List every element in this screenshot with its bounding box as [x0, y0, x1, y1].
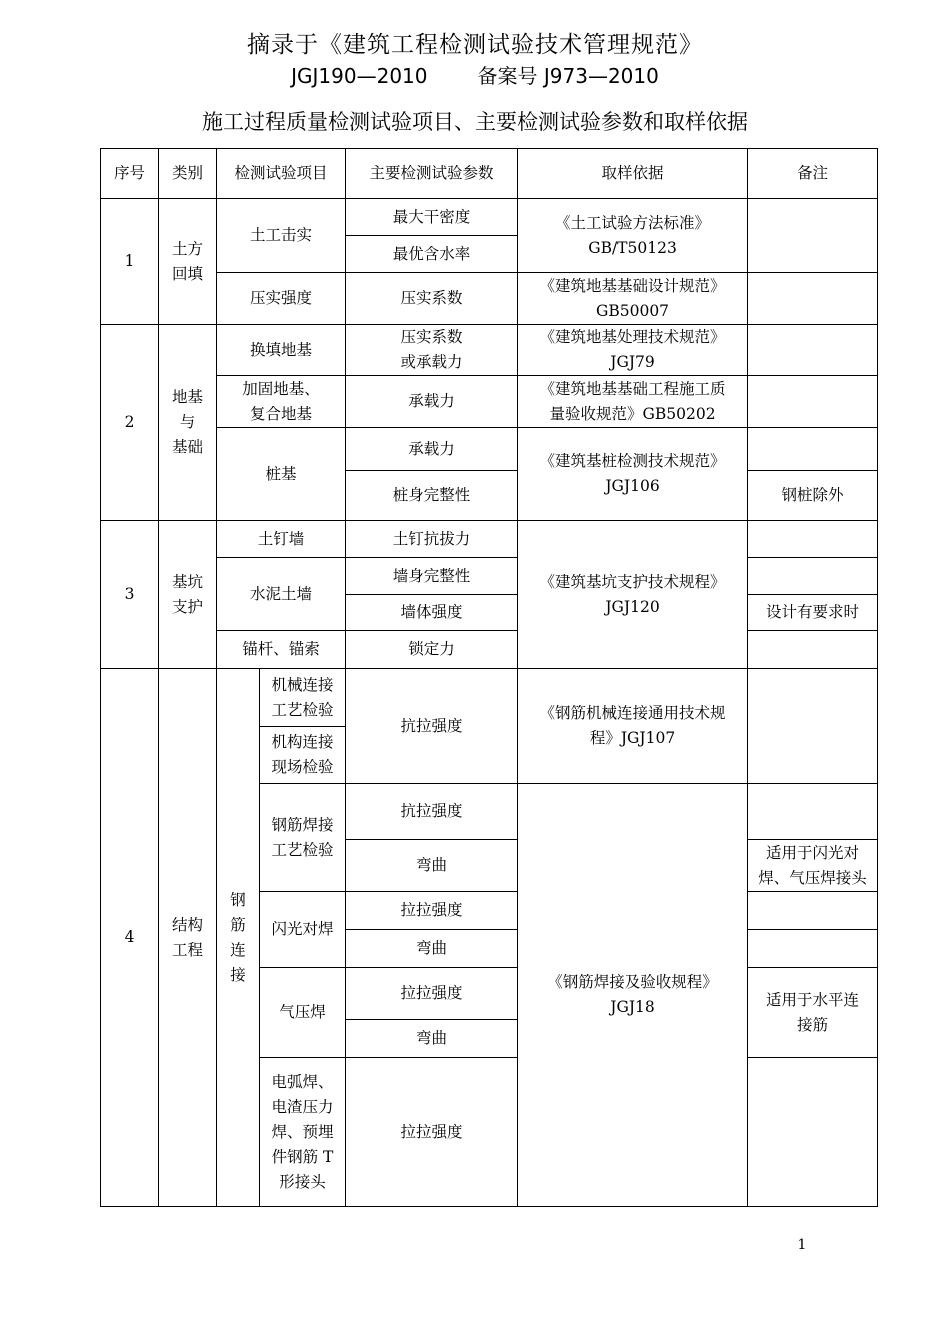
row-param: 弯曲 — [346, 930, 518, 968]
standard-code-line — [0, 60, 950, 89]
row-param: 抗拉强度 — [346, 669, 518, 784]
row-basis: 《土工试验方法标准》 GB/T50123 — [518, 199, 748, 273]
row-note: 适用于水平连 接筋 — [748, 968, 878, 1058]
row-basis: 《钢筋焊接及验收规程》 JGJ18 — [518, 784, 748, 1207]
row-item: 电弧焊、 电渣压力 焊、预埋 件钢筋 T 形接头 — [260, 1058, 346, 1207]
row-item: 气压焊 — [260, 968, 346, 1058]
row-basis: 《钢筋机械连接通用技术规 程》JGJ107 — [518, 669, 748, 784]
row-item: 土工击实 — [217, 199, 346, 273]
table-header-row — [101, 149, 878, 199]
row-param: 弯曲 — [346, 840, 518, 892]
row-param: 墙体强度 — [346, 595, 518, 631]
row-subcategory: 钢 筋 连 接 — [217, 669, 260, 1207]
row-basis: 《建筑地基处理技术规范》 JGJ79 — [518, 325, 748, 376]
row-param: 最大干密度 — [346, 199, 518, 236]
row-param: 承载力 — [346, 376, 518, 428]
row-category: 结构 工程 — [159, 669, 217, 1207]
row-param: 抗拉强度 — [346, 784, 518, 840]
row-note — [748, 892, 878, 930]
table-row — [101, 428, 878, 471]
row-note — [748, 376, 878, 428]
row-param: 墙身完整性 — [346, 558, 518, 595]
document-title: 摘录于《建筑工程检测试验技术管理规范》 — [247, 32, 703, 58]
row-param: 桩身完整性 — [346, 471, 518, 521]
row-item: 桩基 — [217, 428, 346, 521]
row-item: 换填地基 — [217, 325, 346, 376]
header-basis: 取样依据 — [518, 149, 748, 199]
row-param: 压实系数 — [346, 273, 518, 325]
header-category: 类别 — [159, 149, 217, 199]
row-param: 承载力 — [346, 428, 518, 471]
row-note — [748, 558, 878, 595]
header-item: 检测试验项目 — [217, 149, 346, 199]
table-row — [101, 631, 878, 669]
row-item: 机械连接 工艺检验 — [260, 669, 346, 727]
row-note: 设计有要求时 — [748, 595, 878, 631]
table-title: 施工过程质量检测试验项目、主要检测试验参数和取样依据 — [202, 110, 748, 134]
row-basis: 《建筑地基基础工程施工质 量验收规范》GB50202 — [518, 376, 748, 428]
row-item: 闪光对焊 — [260, 892, 346, 968]
row-note — [748, 930, 878, 968]
row-item: 土钉墙 — [217, 521, 346, 558]
table-row — [101, 325, 878, 376]
table-row — [101, 199, 878, 236]
row-param: 拉拉强度 — [346, 892, 518, 930]
row-note — [748, 428, 878, 471]
row-basis: 《建筑基坑支护技术规程》 JGJ120 — [518, 521, 748, 669]
row-no: 4 — [101, 669, 159, 1207]
inspection-table — [100, 148, 878, 1207]
row-note — [748, 199, 878, 273]
page-number: 1 — [797, 1237, 807, 1253]
row-category: 地基 与 基础 — [159, 325, 217, 521]
table-row — [101, 521, 878, 558]
row-no: 2 — [101, 325, 159, 521]
row-param: 土钉抗拔力 — [346, 521, 518, 558]
row-basis: 《建筑基桩检测技术规范》 JGJ106 — [518, 428, 748, 521]
table-row — [101, 669, 878, 727]
row-no: 1 — [101, 199, 159, 325]
table-row — [101, 558, 878, 595]
row-note: 适用于闪光对 焊、气压焊接头 — [748, 840, 878, 892]
row-note — [748, 631, 878, 669]
row-note — [748, 784, 878, 840]
row-item: 压实强度 — [217, 273, 346, 325]
row-param: 压实系数 或承载力 — [346, 325, 518, 376]
row-item: 钢筋焊接 工艺检验 — [260, 784, 346, 892]
row-note — [748, 669, 878, 784]
row-basis: 《建筑地基基础设计规范》 GB50007 — [518, 273, 748, 325]
row-param: 最优含水率 — [346, 236, 518, 273]
row-param: 弯曲 — [346, 1020, 518, 1058]
row-note — [748, 1058, 878, 1207]
header-no: 序号 — [101, 149, 159, 199]
header-param: 主要检测试验参数 — [346, 149, 518, 199]
row-note — [748, 273, 878, 325]
row-note — [748, 325, 878, 376]
standard-code: JGJ190—2010 — [291, 64, 428, 88]
row-item: 锚杆、锚索 — [217, 631, 346, 669]
row-category: 基坑 支护 — [159, 521, 217, 669]
row-param: 拉拉强度 — [346, 1058, 518, 1207]
row-param: 拉拉强度 — [346, 968, 518, 1020]
row-note — [748, 521, 878, 558]
row-category: 土方 回填 — [159, 199, 217, 325]
table-row — [101, 273, 878, 325]
row-item: 水泥土墙 — [217, 558, 346, 631]
row-no: 3 — [101, 521, 159, 669]
row-param: 锁定力 — [346, 631, 518, 669]
header-note: 备注 — [748, 149, 878, 199]
record-number: 备案号 J973—2010 — [477, 64, 659, 88]
row-item: 机构连接 现场检验 — [260, 727, 346, 784]
row-item: 加固地基、 复合地基 — [217, 376, 346, 428]
row-note: 钢桩除外 — [748, 471, 878, 521]
table-row — [101, 376, 878, 428]
